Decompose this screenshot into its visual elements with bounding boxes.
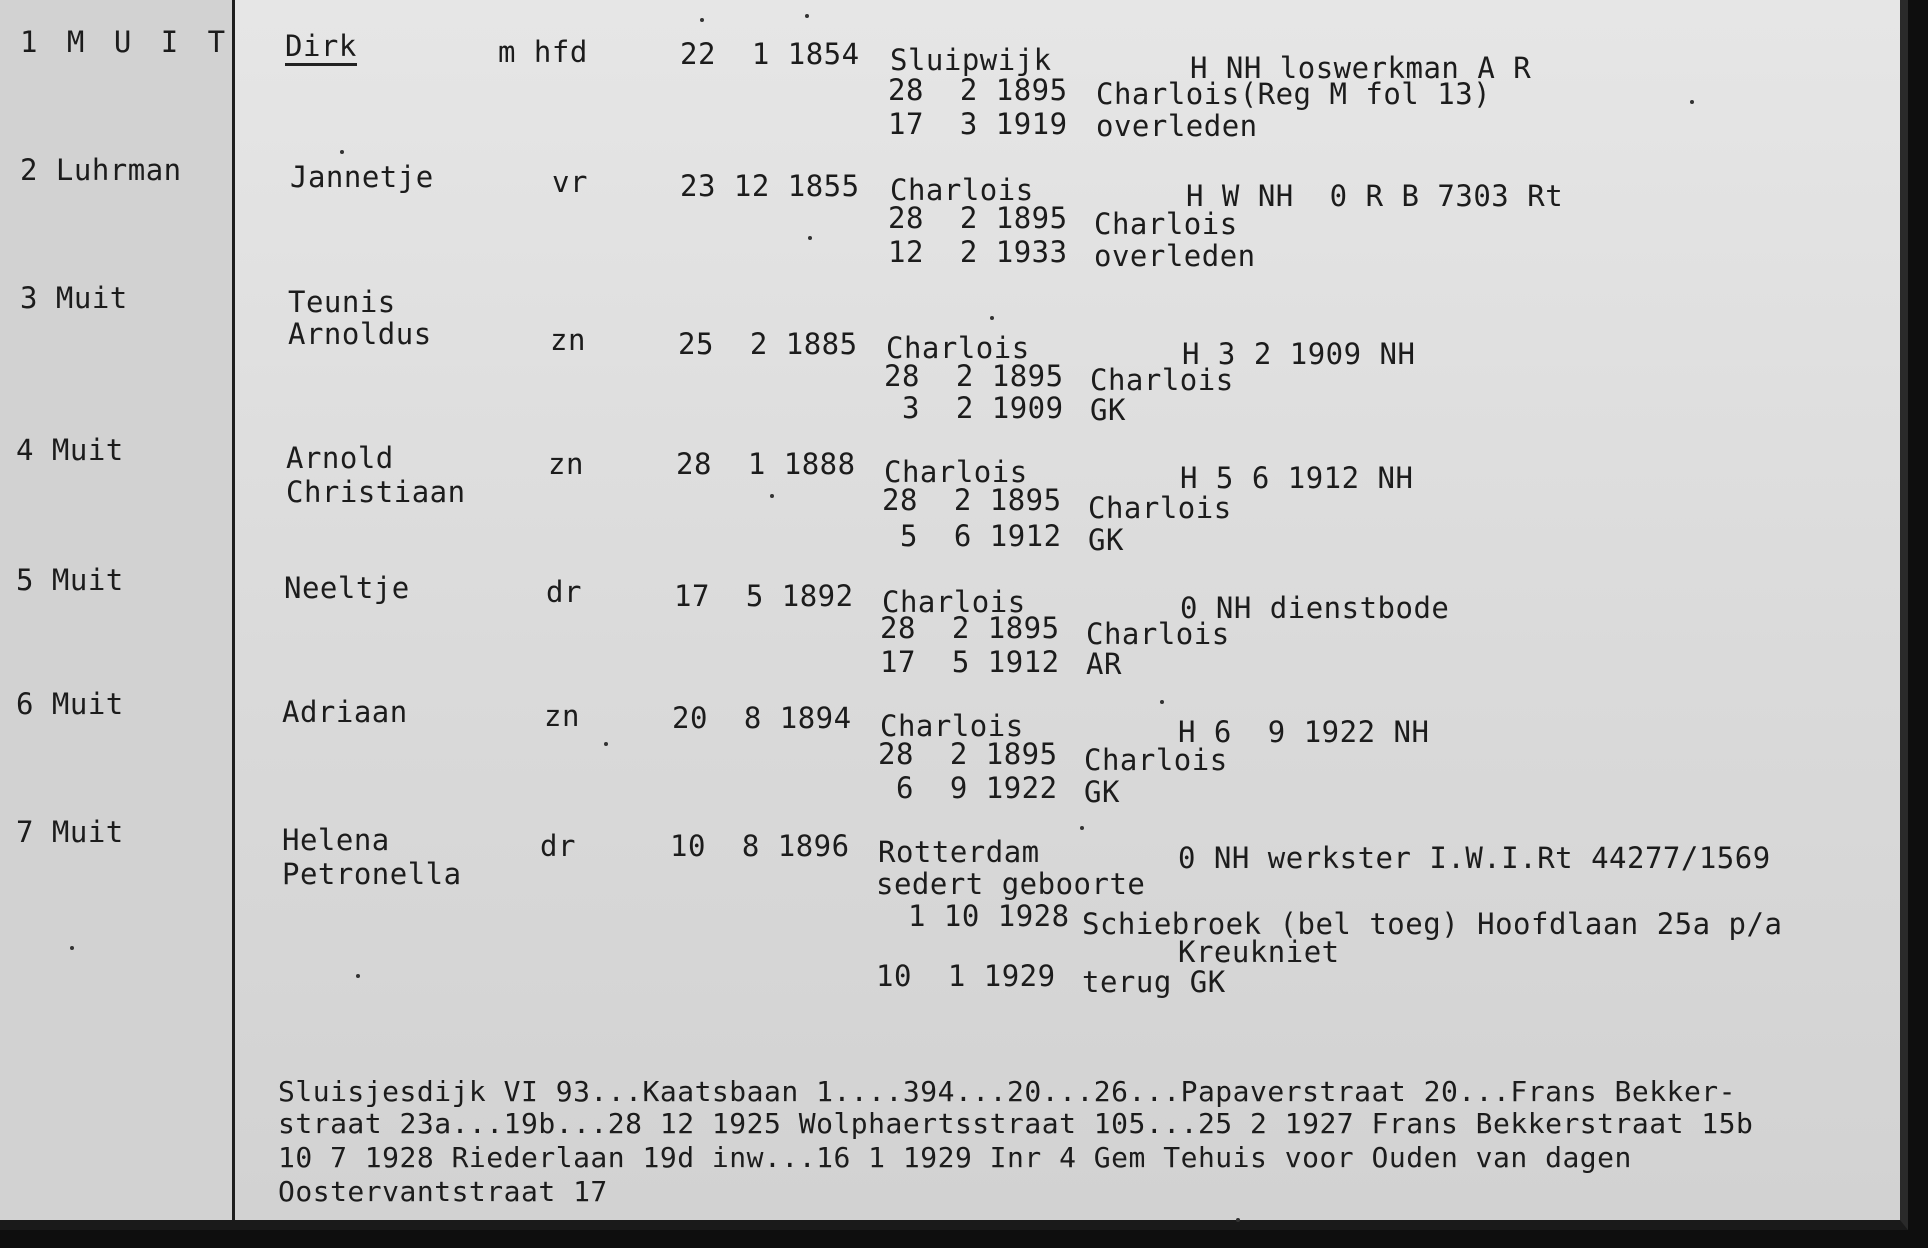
first-name: Arnold <box>286 441 394 475</box>
person-number-surname: 3 Muit <box>20 281 128 315</box>
entry-date: 17 5 1912 <box>880 645 1060 679</box>
entry-place: Charlois <box>1084 743 1228 777</box>
first-name: Dirk <box>285 32 357 66</box>
first-name-second: Christiaan <box>286 475 466 509</box>
entry-place: Charlois <box>882 585 1026 619</box>
entry-place: sedert geboorte <box>876 867 1146 901</box>
entry-date: 17 5 1892 <box>674 579 854 613</box>
entry-date: 28 2 1895 <box>884 359 1064 393</box>
person-number-surname: 1 M U I T <box>20 25 232 59</box>
entry-date: 10 8 1896 <box>670 829 850 863</box>
person-number-surname: 6 Muit <box>16 687 124 721</box>
entry-place: Charlois(Reg M fol 13) <box>1096 77 1492 111</box>
entry-extra: H 6 9 1922 NH <box>1178 715 1430 749</box>
address-line: Sluisjesdijk VI 93...Kaatsbaan 1....394...20...26...Papaverstraat 20...Frans Bekker- <box>278 1075 1737 1108</box>
entry-date: 28 2 1895 <box>888 73 1068 107</box>
entry-place: Charlois <box>880 709 1024 743</box>
entry-extra: H NH loswerkman A R <box>1190 51 1532 85</box>
entry-place: GK <box>1090 393 1126 427</box>
person-number-surname: 2 Luhrman <box>20 153 182 187</box>
entry-date: 10 1 1929 <box>876 959 1056 993</box>
entry-extra: H W NH 0 R B 7303 Rt <box>1186 179 1564 213</box>
entry-date: 23 12 1855 <box>680 169 860 203</box>
role: vr <box>552 165 588 199</box>
entry-date: 5 6 1912 <box>882 519 1062 553</box>
entry-date: 6 9 1922 <box>878 771 1058 805</box>
first-name: Helena <box>282 823 390 857</box>
entry-date: 25 2 1885 <box>678 327 858 361</box>
entry-place: Charlois <box>890 173 1034 207</box>
first-name: Teunis <box>288 285 396 319</box>
entry-extra: 0 NH dienstbode <box>1180 591 1450 625</box>
entry-place: Rotterdam <box>878 835 1040 869</box>
first-name-second: Arnoldus <box>288 317 432 351</box>
first-name: Neeltje <box>284 571 410 605</box>
entry-place: Charlois <box>1094 207 1238 241</box>
entry-place: Charlois <box>1086 617 1230 651</box>
first-name-second: Petronella <box>282 857 462 891</box>
entry-place: Charlois <box>884 455 1028 489</box>
entry-place: Kreukniet <box>1178 935 1340 969</box>
entry-place: GK <box>1084 775 1120 809</box>
address-line: 10 7 1928 Riederlaan 19d inw...16 1 1929 Inr 4 Gem Tehuis voor Ouden van dagen <box>278 1141 1632 1174</box>
entry-place: Schiebroek (bel toeg) Hoofdlaan 25a p/a <box>1082 907 1783 941</box>
role: m hfd <box>498 35 588 69</box>
role: dr <box>546 575 582 609</box>
address-line: straat 23a...19b...28 12 1925 Wolphaertsstraat 105...25 2 1927 Frans Bekkerstraat 15b <box>278 1107 1754 1140</box>
entry-date: 28 2 1895 <box>878 737 1058 771</box>
entry-date: 1 10 1928 <box>890 899 1070 933</box>
entry-place: overleden <box>1096 109 1258 143</box>
entry-date: 3 2 1909 <box>884 391 1064 425</box>
role: zn <box>550 323 586 357</box>
entry-date: 28 2 1895 <box>888 201 1068 235</box>
entry-extra: 0 NH werkster I.W.I.Rt 44277/1569 <box>1178 841 1771 875</box>
first-name: Adriaan <box>282 695 408 729</box>
entry-place: AR <box>1086 647 1122 681</box>
entry-extra: H 3 2 1909 NH <box>1182 337 1416 371</box>
entry-place: Sluipwijk <box>890 43 1052 77</box>
entry-place: terug GK <box>1082 965 1226 999</box>
entry-date: 17 3 1919 <box>888 107 1068 141</box>
role: dr <box>540 829 576 863</box>
role: zn <box>544 699 580 733</box>
person-number-surname: 4 Muit <box>16 433 124 467</box>
person-number-surname: 5 Muit <box>16 563 124 597</box>
entry-date: 28 2 1895 <box>882 483 1062 517</box>
entry-place: Charlois <box>1088 491 1232 525</box>
first-name: Jannetje <box>290 160 434 194</box>
entry-date: 22 1 1854 <box>680 37 860 71</box>
entry-place: Charlois <box>1090 363 1234 397</box>
entry-date: 28 2 1895 <box>880 611 1060 645</box>
entry-date: 12 2 1933 <box>888 235 1068 269</box>
person-number-surname: 7 Muit <box>16 815 124 849</box>
entry-date: 28 1 1888 <box>676 447 856 481</box>
entry-place: GK <box>1088 523 1124 557</box>
entry-extra: H 5 6 1912 NH <box>1180 461 1414 495</box>
entry-date: 20 8 1894 <box>672 701 852 735</box>
entry-place: overleden <box>1094 239 1256 273</box>
entry-place: Charlois <box>886 331 1030 365</box>
role: zn <box>548 447 584 481</box>
address-line: Oostervantstraat 17 <box>278 1175 608 1208</box>
